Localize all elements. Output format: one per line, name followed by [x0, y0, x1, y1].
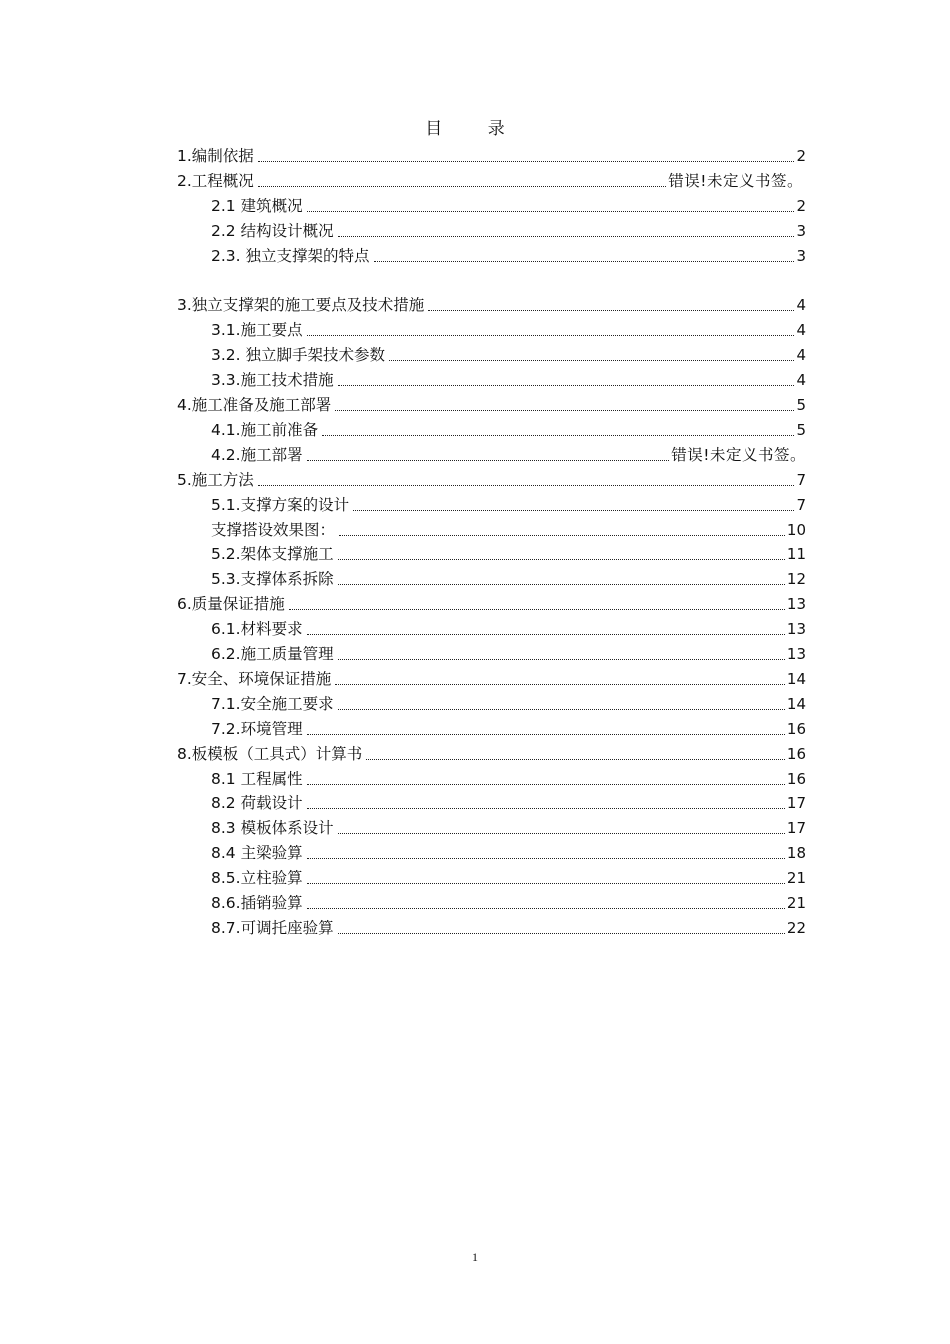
- toc-dot-leader: [307, 325, 795, 336]
- toc-entry-page-number: 12: [786, 570, 806, 589]
- toc-entry-page-number: 22: [786, 918, 806, 937]
- toc-entry-label: 1.编制依据: [177, 147, 254, 165]
- toc-dot-leader: [338, 823, 785, 834]
- toc-entry-page-number: 4: [796, 321, 806, 340]
- toc-entry-label: 6.质量保证措施: [177, 595, 285, 614]
- toc-entry[interactable]: [177, 391, 806, 415]
- toc-entry-page-number: 3: [796, 246, 806, 265]
- toc-dot-leader: [307, 724, 785, 735]
- toc-entry-label: 8.7.可调托座验算: [211, 918, 334, 937]
- toc-dot-leader: [338, 574, 785, 585]
- toc-entry-label: 2.工程概况: [177, 171, 254, 190]
- toc-entry-label: 4.1.施工前准备: [211, 420, 319, 439]
- toc-dot-leader: [338, 375, 795, 386]
- toc-entry-label: 5.施工方法: [177, 470, 254, 489]
- toc-entry[interactable]: [177, 466, 806, 490]
- toc-entry[interactable]: [211, 839, 806, 863]
- toc-entry[interactable]: [177, 142, 806, 166]
- toc-entry-label: 支撑搭设效果图：: [211, 520, 336, 539]
- toc-entry[interactable]: [211, 316, 806, 340]
- toc-entry-page-number: 18: [786, 844, 806, 863]
- toc-entry-label: 2.1 建筑概况: [211, 196, 303, 215]
- toc-entry[interactable]: [177, 665, 806, 689]
- toc-entry-page-number: 21: [786, 869, 806, 888]
- toc-entry-label: 3.2. 独立脚手架技术参数: [211, 346, 386, 365]
- toc-entry-page-number: 17: [786, 819, 806, 838]
- toc-entry[interactable]: [211, 441, 806, 465]
- toc-entry-error-text: 错误!未定义书签。: [668, 171, 803, 190]
- toc-entry-label: 7.安全、环境保证措施: [177, 669, 332, 688]
- toc-entry-label: 8.4 主梁验算: [211, 844, 303, 863]
- toc-entry[interactable]: [211, 640, 806, 664]
- toc-dot-leader: [322, 425, 794, 436]
- toc-dot-leader: [374, 251, 795, 262]
- toc-entry-label: 4.施工准备及施工部署: [177, 396, 332, 414]
- toc-dot-leader: [338, 549, 785, 560]
- toc-entry-page-number: 13: [786, 645, 806, 663]
- toc-entry-label: 2.2 结构设计概况: [211, 221, 334, 240]
- toc-dot-leader: [353, 500, 794, 511]
- toc-dot-leader: [338, 699, 785, 710]
- toc-entry-label: 5.3.支撑体系拆除: [211, 570, 334, 589]
- toc-entry-page-number: 13: [786, 595, 806, 614]
- toc-dot-leader: [258, 176, 666, 187]
- toc-entry-page-number: 4: [796, 371, 806, 390]
- toc-entry-page-number: 5: [796, 420, 806, 439]
- toc-entry[interactable]: [211, 366, 806, 390]
- toc-entry[interactable]: [211, 565, 806, 589]
- toc-entry-label: 5.1.支撑方案的设计: [211, 495, 350, 514]
- toc-entry-page-number: 11: [786, 545, 806, 564]
- toc-entry-label: 7.2.环境管理: [211, 719, 303, 738]
- toc-entry-page-number: 13: [786, 620, 806, 639]
- toc-entry-page-number: 21: [786, 894, 806, 912]
- toc-dot-leader: [366, 749, 785, 760]
- toc-entry-label: 3.独立支撑架的施工要点及技术措施: [177, 296, 425, 315]
- toc-entry-page-number: 2: [796, 196, 806, 215]
- toc-entry-page-number: 16: [786, 769, 806, 788]
- toc-entry[interactable]: [211, 491, 806, 515]
- toc-entry-label: 6.2.施工质量管理: [211, 645, 334, 663]
- toc-dot-leader: [335, 674, 785, 685]
- toc-entry-label: 8.板模板（工具式）计算书: [177, 744, 363, 763]
- toc-entry-page-number: 2: [796, 147, 806, 165]
- toc-entry[interactable]: [211, 789, 806, 813]
- toc-entry[interactable]: [177, 740, 806, 764]
- toc-entry-label: 4.2.施工部署: [211, 445, 303, 464]
- toc-entry-label: 2.3. 独立支撑架的特点: [211, 246, 370, 265]
- toc-entry-label: 8.5.立柱验算: [211, 869, 303, 888]
- toc-entry-page-number: 10: [786, 520, 806, 539]
- toc-dot-leader: [258, 151, 795, 162]
- toc-dot-leader: [339, 525, 785, 536]
- toc-entry[interactable]: [211, 341, 806, 365]
- toc-dot-leader: [307, 798, 785, 809]
- toc-entry[interactable]: [211, 690, 806, 714]
- toc-dot-leader: [338, 226, 795, 237]
- toc-dot-leader: [258, 475, 795, 486]
- toc-entry-page-number: 16: [786, 744, 806, 763]
- toc-entry-page-number: 7: [796, 470, 806, 489]
- toc-entry-page-number: 14: [786, 694, 806, 713]
- toc-dot-leader: [307, 898, 785, 909]
- toc-entry-page-number: 16: [786, 719, 806, 738]
- page-number: 1: [472, 1250, 478, 1264]
- toc-dot-leader: [335, 400, 794, 411]
- toc-dot-leader: [389, 350, 794, 361]
- toc-entry[interactable]: [177, 291, 806, 315]
- toc-entry-label: 5.2.架体支撑施工: [211, 545, 334, 564]
- toc-entry[interactable]: [211, 416, 806, 440]
- toc-entry[interactable]: [177, 590, 806, 614]
- toc-dot-leader: [338, 649, 785, 660]
- toc-entry[interactable]: [211, 516, 806, 540]
- toc-dot-leader: [307, 624, 785, 635]
- toc-entry-page-number: 5: [796, 396, 806, 414]
- toc-entry-label: 8.6.插销验算: [211, 894, 303, 912]
- toc-entry-label: 7.1.安全施工要求: [211, 694, 334, 713]
- toc-dot-leader: [307, 201, 795, 212]
- toc-entry[interactable]: [211, 889, 806, 913]
- toc-entry-page-number: 4: [796, 346, 806, 365]
- toc-dot-leader: [307, 774, 785, 785]
- toc-entry[interactable]: [211, 192, 806, 216]
- toc-title: 目 录: [425, 119, 525, 139]
- toc-entry-page-number: 4: [796, 296, 806, 315]
- toc-entry-label: 8.1 工程属性: [211, 769, 303, 788]
- toc-entry-page-number: 14: [786, 669, 806, 688]
- toc-entry-label: 6.1.材料要求: [211, 620, 303, 639]
- toc-entry-error-text: 错误!未定义书签。: [671, 445, 806, 464]
- toc-entry[interactable]: [211, 217, 806, 241]
- toc-entry[interactable]: [211, 765, 806, 789]
- toc-entry-label: 8.3 模板体系设计: [211, 819, 334, 838]
- toc-entry[interactable]: [211, 242, 806, 266]
- toc-entry-label: 8.2 荷载设计: [211, 794, 303, 813]
- toc-entry[interactable]: [211, 540, 806, 564]
- toc-dot-leader: [307, 873, 785, 884]
- toc-dot-leader: [307, 450, 670, 461]
- toc-dot-leader: [338, 923, 785, 934]
- toc-entry[interactable]: [211, 864, 806, 888]
- toc-entry[interactable]: [211, 615, 806, 639]
- toc-dot-leader: [307, 848, 785, 859]
- toc-dot-leader: [428, 300, 794, 311]
- toc-entry[interactable]: [211, 814, 806, 838]
- toc-dot-leader: [289, 599, 785, 610]
- toc-entry-page-number: 7: [796, 495, 806, 514]
- toc-entry[interactable]: [211, 715, 806, 739]
- toc-entry-label: 3.3.施工技术措施: [211, 371, 334, 390]
- toc-entry-label: 3.1.施工要点: [211, 321, 303, 340]
- toc-entry-page-number: 3: [796, 221, 806, 240]
- toc-entry-page-number: 17: [786, 794, 806, 813]
- toc-entry[interactable]: [211, 914, 806, 938]
- toc-entry[interactable]: [177, 167, 803, 191]
